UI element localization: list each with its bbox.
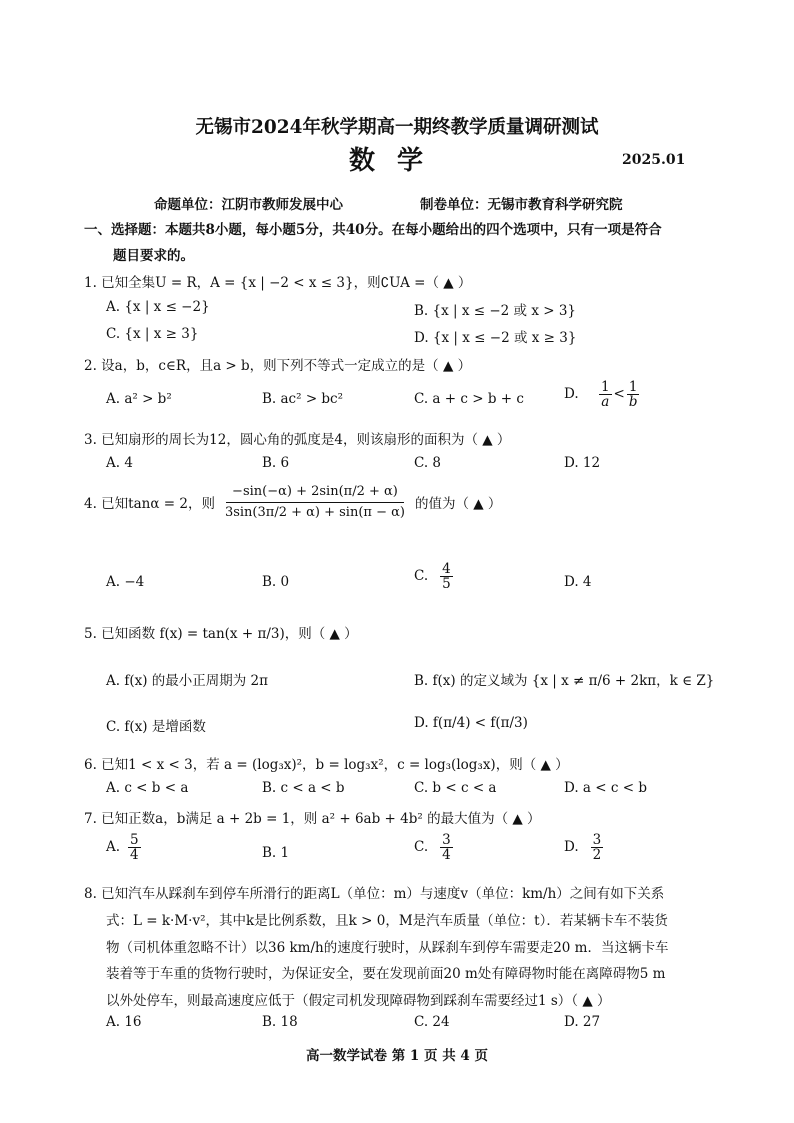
q7-d-frac bbox=[591, 833, 604, 862]
q4-c-label: C. bbox=[414, 568, 429, 585]
q4-option-c bbox=[414, 562, 455, 591]
q2-d-label: D. bbox=[564, 386, 579, 403]
question-4-stem bbox=[84, 485, 501, 519]
denominator: 5 bbox=[442, 576, 451, 593]
section-heading-cont: 题目要求的。 bbox=[113, 248, 194, 264]
q7-a-label: A. bbox=[106, 839, 121, 856]
q1-option-a: A. {x | x ≤ −2} bbox=[106, 299, 210, 315]
q5-option-a: A. f(x) 的最小正周期为 2π bbox=[106, 673, 269, 689]
q5-option-c: C. f(x) 是增函数 bbox=[106, 719, 206, 735]
numerator: 1 bbox=[628, 379, 638, 395]
proposition-unit: 命题单位：江阴市教师发展中心 bbox=[154, 197, 343, 213]
q1-option-b: B. {x | x ≤ −2 或 x > 3} bbox=[414, 303, 577, 319]
question-6-stem: 6. 已知1 < x < 3，若 a = (log₃x)²，b = log₃x²，c = log₃(log₃x)，则（ ▲ ） bbox=[84, 757, 569, 773]
numerator: 3 bbox=[592, 832, 602, 848]
denominator: b bbox=[628, 394, 638, 411]
q8-option-c: C. 24 bbox=[414, 1014, 450, 1030]
denominator: 2 bbox=[592, 847, 602, 864]
less-than: < bbox=[613, 386, 625, 403]
q4-prefix: 4. 已知tanα = 2，则 bbox=[84, 496, 215, 513]
print-unit: 制卷单位：无锡市教育科学研究院 bbox=[420, 197, 623, 213]
q7-option-b: B. 1 bbox=[262, 845, 290, 861]
q7-d-label: D. bbox=[564, 839, 579, 856]
numerator: 1 bbox=[600, 379, 610, 395]
page-footer: 高一数学试卷 第 1 页 共 4 页 bbox=[306, 1048, 488, 1064]
subject-title: 数学 bbox=[348, 146, 445, 176]
question-8-line-2: 式：L = k·M·v²，其中k是比例系数，且k > 0，M是汽车质量（单位：t）．若某辆卡车不装货 bbox=[106, 913, 668, 929]
q5-option-b: B. f(x) 的定义域为 {x | x ≠ π/6 + 2kπ，k ∈ Z} bbox=[414, 673, 715, 689]
q4-option-b: B. 0 bbox=[262, 574, 290, 590]
exam-title: 无锡市2024年秋学期高一期终教学质量调研测试 bbox=[195, 117, 599, 138]
q2-d-frac-left bbox=[599, 380, 612, 409]
q3-option-c: C. 8 bbox=[414, 455, 442, 471]
denominator: 4 bbox=[442, 847, 451, 864]
q7-option-a bbox=[106, 833, 143, 862]
q4-c-frac bbox=[440, 562, 453, 591]
q3-option-d: D. 12 bbox=[564, 455, 601, 471]
q3-option-b: B. 6 bbox=[262, 455, 290, 471]
q1-option-d: D. {x | x ≤ −2 或 x ≥ 3} bbox=[414, 330, 577, 346]
numerator: 4 bbox=[442, 561, 451, 577]
denominator: a bbox=[601, 394, 610, 411]
q6-option-c: C. b < c < a bbox=[414, 780, 497, 796]
numerator: 5 bbox=[130, 832, 139, 848]
q2-option-a: A. a² > b² bbox=[106, 391, 172, 407]
question-8-line-4: 装着等于车重的货物行驶时，为保证安全，要在发现前面20 m处有障碍物时能在离障碍物5 m bbox=[106, 966, 666, 982]
q4-suffix: 的值为（ ▲ ） bbox=[414, 496, 502, 513]
q8-option-a: A. 16 bbox=[106, 1014, 142, 1030]
question-8-line-3: 物（司机体重忽略不计）以36 km/h的速度行驶时，从踩刹车到停车需要走20 m．当这辆卡车 bbox=[106, 940, 669, 956]
q4-numerator: −sin(−α) + 2sin(π/2 + α) bbox=[226, 485, 404, 503]
q7-a-frac bbox=[128, 833, 141, 862]
q7-option-d bbox=[564, 833, 605, 862]
q1-option-c: C. {x | x ≥ 3} bbox=[106, 326, 199, 342]
q4-denominator: 3sin(3π/2 + α) + sin(π − α) bbox=[224, 504, 405, 520]
question-8-line-5: 以外处停车，则最高速度应低于（假定司机发现障碍物到踩刹车需要经过1 s）（ ▲ ） bbox=[106, 993, 611, 1009]
q8-option-b: B. 18 bbox=[262, 1014, 298, 1030]
q2-d-frac-right bbox=[627, 380, 640, 409]
question-8-line-1: 8. 已知汽车从踩刹车到停车所滑行的距离L（单位：m）与速度v（单位：km/h）之间有如下关系 bbox=[84, 886, 665, 902]
question-7-stem: 7. 已知正数a，b满足 a + 2b = 1，则 a² + 6ab + 4b² 的最大值为（ ▲ ） bbox=[84, 811, 541, 827]
q4-expression bbox=[219, 485, 411, 519]
exam-date: 2025.01 bbox=[622, 152, 686, 168]
q4-option-d: D. 4 bbox=[564, 574, 592, 590]
q6-option-b: B. c < a < b bbox=[262, 780, 345, 796]
question-5-stem: 5. 已知函数 f(x) = tan(x + π/3)，则（ ▲ ） bbox=[84, 626, 358, 642]
q6-option-d: D. a < c < b bbox=[564, 780, 647, 796]
section-heading: 一、选择题：本题共8小题，每小题5分，共40分。在每小题给出的四个选项中，只有一项是符合 bbox=[84, 222, 662, 238]
q5-option-d: D. f(π/4) < f(π/3) bbox=[414, 715, 528, 731]
q2-option-b: B. ac² > bc² bbox=[262, 391, 344, 407]
numerator: 3 bbox=[442, 832, 451, 848]
question-3-stem: 3. 已知扇形的周长为12，圆心角的弧度是4，则该扇形的面积为（ ▲ ） bbox=[84, 432, 511, 448]
question-1-stem: 1. 已知全集U = R，A = {x | −2 < x ≤ 3}，则∁UA =（ ▲ ） bbox=[84, 275, 472, 291]
q7-option-c bbox=[414, 833, 455, 862]
q8-option-d: D. 27 bbox=[564, 1014, 601, 1030]
question-2-stem: 2. 设a，b，c∈R，且a > b，则下列不等式一定成立的是（ ▲ ） bbox=[84, 358, 472, 374]
q3-option-a: A. 4 bbox=[106, 455, 133, 471]
q4-option-a: A. −4 bbox=[106, 574, 145, 590]
q2-option-c: C. a + c > b + c bbox=[414, 391, 524, 407]
q2-option-d bbox=[564, 380, 642, 409]
q7-c-label: C. bbox=[414, 839, 429, 856]
denominator: 4 bbox=[130, 847, 139, 864]
q7-c-frac bbox=[440, 833, 453, 862]
q6-option-a: A. c < b < a bbox=[106, 780, 189, 796]
